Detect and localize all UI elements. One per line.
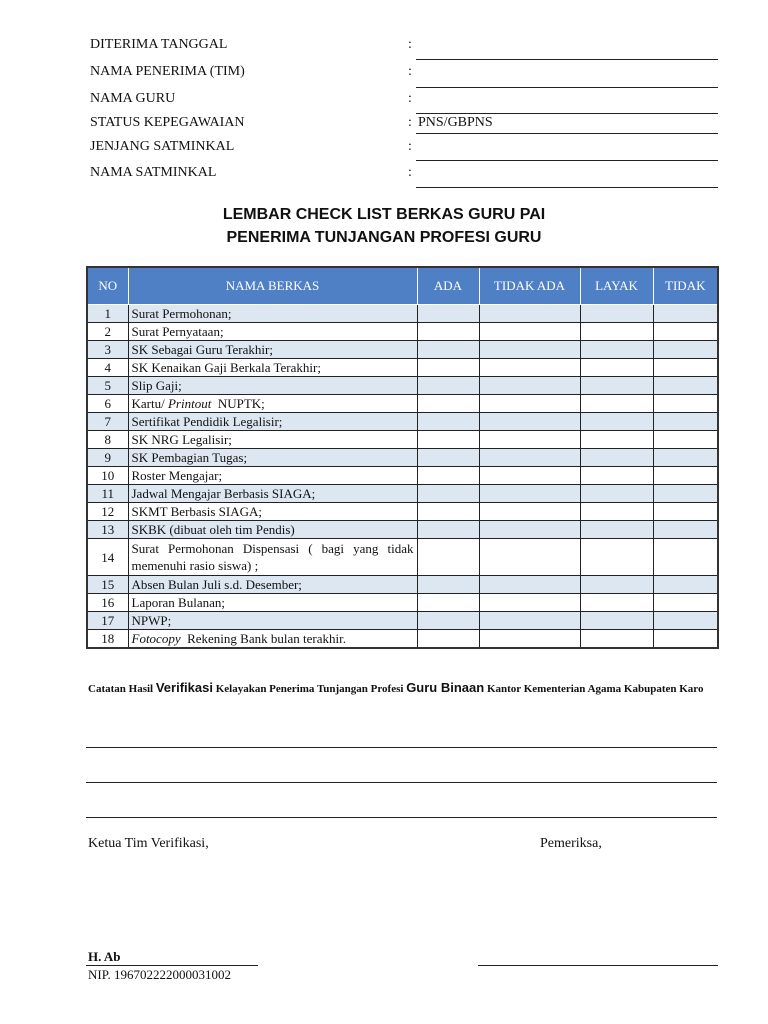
field-jenjang-satminkal xyxy=(0,139,768,161)
note-part: Kelayakan Penerima Tunjangan Profesi xyxy=(212,683,407,695)
check-tidak[interactable] xyxy=(653,449,718,467)
table-row xyxy=(87,539,718,576)
check-ada[interactable] xyxy=(417,431,479,449)
field-nama-satminkal xyxy=(0,165,768,187)
row-number: 13 xyxy=(87,521,128,539)
check-layak[interactable] xyxy=(580,449,653,467)
field-label: NAMA GURU xyxy=(90,91,176,106)
row-document-name: Surat Permohonan Dispensasi ( bagi yang tidak memenuhi rasio siswa) ; xyxy=(128,539,417,576)
row-document-name: NPWP; xyxy=(128,612,417,630)
check-layak[interactable] xyxy=(580,395,653,413)
check-tidak-ada[interactable] xyxy=(479,431,580,449)
row-number: 11 xyxy=(87,485,128,503)
check-ada[interactable] xyxy=(417,576,479,594)
check-tidak[interactable] xyxy=(653,341,718,359)
signature-left-line xyxy=(86,965,258,966)
check-tidak[interactable] xyxy=(653,594,718,612)
row-document-name: SK Sebagai Guru Terakhir; xyxy=(128,341,417,359)
name-suffix: NUPTK; xyxy=(211,396,265,411)
check-tidak-ada[interactable] xyxy=(479,594,580,612)
signature-right-title: Pemeriksa, xyxy=(540,836,602,851)
row-number: 18 xyxy=(87,630,128,649)
header-layak: LAYAK xyxy=(580,267,653,305)
check-layak[interactable] xyxy=(580,323,653,341)
check-tidak[interactable] xyxy=(653,539,718,576)
note-part: Guru Binaan xyxy=(406,680,485,695)
row-document-name: SK Kenaikan Gaji Berkala Terakhir; xyxy=(128,359,417,377)
field-label: NAMA PENERIMA (TIM) xyxy=(90,64,245,79)
check-tidak-ada[interactable] xyxy=(479,377,580,395)
field-nama-penerima xyxy=(0,64,768,86)
field-colon: : xyxy=(408,165,412,180)
row-number: 9 xyxy=(87,449,128,467)
row-document-name: Roster Mengajar; xyxy=(128,467,417,485)
note-line[interactable] xyxy=(86,817,717,818)
row-document-name: SKBK (dibuat oleh tim Pendis) xyxy=(128,521,417,539)
row-document-name: SK NRG Legalisir; xyxy=(128,431,417,449)
check-layak[interactable] xyxy=(580,521,653,539)
name-italic: Printout xyxy=(167,396,212,411)
field-underline xyxy=(416,87,718,88)
check-tidak-ada[interactable] xyxy=(479,630,580,649)
field-underline xyxy=(416,160,718,161)
row-document-name xyxy=(128,630,417,649)
field-underline xyxy=(416,133,718,134)
row-number: 12 xyxy=(87,503,128,521)
signature-right-line[interactable] xyxy=(478,965,718,966)
check-layak[interactable] xyxy=(580,539,653,576)
check-layak[interactable] xyxy=(580,413,653,431)
check-ada[interactable] xyxy=(417,413,479,431)
signature-left-title: Ketua Tim Verifikasi, xyxy=(88,836,209,851)
row-document-name: Surat Pernyataan; xyxy=(128,323,417,341)
field-colon: : xyxy=(408,64,412,79)
row-number: 15 xyxy=(87,576,128,594)
signature-left-nip: NIP. 196702222000031002 xyxy=(88,967,232,982)
note-part: Catatan Hasil xyxy=(88,683,156,695)
name-suffix: Rekening Bank bulan terakhir. xyxy=(180,631,346,646)
field-label: DITERIMA TANGGAL xyxy=(90,37,228,52)
check-layak[interactable] xyxy=(580,377,653,395)
header-tidak-ada: TIDAK ADA xyxy=(479,267,580,305)
row-number: 4 xyxy=(87,359,128,377)
document-title-line1: LEMBAR CHECK LIST BERKAS GURU PAI xyxy=(222,206,546,223)
row-document-name: Surat Permohonan; xyxy=(128,305,417,323)
check-ada[interactable] xyxy=(417,395,479,413)
check-layak[interactable] xyxy=(580,431,653,449)
check-tidak-ada[interactable] xyxy=(479,467,580,485)
checklist-table xyxy=(86,266,719,649)
check-tidak[interactable] xyxy=(653,431,718,449)
note-line[interactable] xyxy=(86,747,717,748)
check-tidak[interactable] xyxy=(653,467,718,485)
row-number: 5 xyxy=(87,377,128,395)
header-tidak: TIDAK xyxy=(653,267,718,305)
row-number: 7 xyxy=(87,413,128,431)
note-part: Kantor Kementerian Agama Kabupaten Karo xyxy=(484,683,704,695)
check-tidak-ada[interactable] xyxy=(479,323,580,341)
field-diterima-tanggal xyxy=(0,37,768,59)
row-document-name: Sertifikat Pendidik Legalisir; xyxy=(128,413,417,431)
table-row xyxy=(87,413,718,431)
check-tidak-ada[interactable] xyxy=(479,612,580,630)
check-tidak-ada[interactable] xyxy=(479,395,580,413)
table-row xyxy=(87,395,718,413)
row-number: 3 xyxy=(87,341,128,359)
check-ada[interactable] xyxy=(417,594,479,612)
row-number: 1 xyxy=(87,305,128,323)
check-tidak[interactable] xyxy=(653,503,718,521)
check-tidak-ada[interactable] xyxy=(479,305,580,323)
row-number: 10 xyxy=(87,467,128,485)
table-row xyxy=(87,521,718,539)
check-tidak-ada[interactable] xyxy=(479,503,580,521)
check-tidak[interactable] xyxy=(653,630,718,649)
row-number: 2 xyxy=(87,323,128,341)
row-document-name: Laporan Bulanan; xyxy=(128,594,417,612)
field-underline xyxy=(416,59,718,60)
field-colon: : xyxy=(408,115,412,130)
check-tidak[interactable] xyxy=(653,521,718,539)
check-tidak[interactable] xyxy=(653,395,718,413)
table-row xyxy=(87,467,718,485)
row-number: 14 xyxy=(87,539,128,576)
table-row xyxy=(87,359,718,377)
check-layak[interactable] xyxy=(580,576,653,594)
check-ada[interactable] xyxy=(417,630,479,649)
verification-note xyxy=(88,680,728,697)
check-tidak[interactable] xyxy=(653,485,718,503)
check-layak[interactable] xyxy=(580,503,653,521)
check-ada[interactable] xyxy=(417,323,479,341)
check-tidak-ada[interactable] xyxy=(479,359,580,377)
table-row xyxy=(87,449,718,467)
check-layak[interactable] xyxy=(580,341,653,359)
check-layak[interactable] xyxy=(580,467,653,485)
table-row xyxy=(87,377,718,395)
header-no: NO xyxy=(87,267,128,305)
table-row xyxy=(87,485,718,503)
check-layak[interactable] xyxy=(580,305,653,323)
check-tidak-ada[interactable] xyxy=(479,413,580,431)
table-row xyxy=(87,503,718,521)
table-row xyxy=(87,323,718,341)
row-number: 16 xyxy=(87,594,128,612)
check-tidak[interactable] xyxy=(653,377,718,395)
field-label: STATUS KEPEGAWAIAN xyxy=(90,115,245,130)
field-underline xyxy=(416,187,718,188)
table-row xyxy=(87,594,718,612)
check-tidak[interactable] xyxy=(653,413,718,431)
field-label: JENJANG SATMINKAL xyxy=(90,139,235,154)
table-row xyxy=(87,341,718,359)
row-number: 8 xyxy=(87,431,128,449)
check-ada[interactable] xyxy=(417,359,479,377)
check-ada[interactable] xyxy=(417,341,479,359)
check-ada[interactable] xyxy=(417,612,479,630)
name-italic: Fotocopy xyxy=(131,631,181,646)
check-ada[interactable] xyxy=(417,485,479,503)
field-nama-guru xyxy=(0,91,768,113)
check-ada[interactable] xyxy=(417,377,479,395)
table-row xyxy=(87,630,718,649)
row-document-name: SKMT Berbasis SIAGA; xyxy=(128,503,417,521)
check-tidak[interactable] xyxy=(653,612,718,630)
check-tidak[interactable] xyxy=(653,323,718,341)
check-ada[interactable] xyxy=(417,539,479,576)
field-colon: : xyxy=(408,91,412,106)
table-row xyxy=(87,431,718,449)
check-ada[interactable] xyxy=(417,467,479,485)
field-colon: : xyxy=(408,37,412,52)
check-ada[interactable] xyxy=(417,521,479,539)
check-ada[interactable] xyxy=(417,449,479,467)
check-tidak-ada[interactable] xyxy=(479,539,580,576)
field-underline xyxy=(416,113,718,114)
check-tidak[interactable] xyxy=(653,305,718,323)
table-header-row xyxy=(87,267,718,305)
field-value[interactable]: PNS/GBPNS xyxy=(418,115,493,130)
row-document-name: Jadwal Mengajar Berbasis SIAGA; xyxy=(128,485,417,503)
field-colon: : xyxy=(408,139,412,154)
check-layak[interactable] xyxy=(580,485,653,503)
table-row xyxy=(87,305,718,323)
row-document-name: Absen Bulan Juli s.d. Desember; xyxy=(128,576,417,594)
document-title-line2: PENERIMA TUNJANGAN PROFESI GURU xyxy=(226,229,542,246)
signature-left-name: H. Ab xyxy=(88,949,121,964)
check-layak[interactable] xyxy=(580,630,653,649)
table-row xyxy=(87,612,718,630)
check-layak[interactable] xyxy=(580,359,653,377)
check-tidak[interactable] xyxy=(653,576,718,594)
row-document-name: Slip Gaji; xyxy=(128,377,417,395)
name-prefix: Kartu/ xyxy=(131,396,168,411)
check-ada[interactable] xyxy=(417,503,479,521)
check-ada[interactable] xyxy=(417,305,479,323)
header-ada: ADA xyxy=(417,267,479,305)
check-tidak-ada[interactable] xyxy=(479,521,580,539)
check-tidak-ada[interactable] xyxy=(479,341,580,359)
table-row xyxy=(87,576,718,594)
note-line[interactable] xyxy=(86,782,717,783)
check-layak[interactable] xyxy=(580,594,653,612)
check-tidak-ada[interactable] xyxy=(479,576,580,594)
row-number: 6 xyxy=(87,395,128,413)
row-number: 17 xyxy=(87,612,128,630)
check-tidak[interactable] xyxy=(653,359,718,377)
check-tidak-ada[interactable] xyxy=(479,449,580,467)
check-tidak-ada[interactable] xyxy=(479,485,580,503)
row-document-name: SK Pembagian Tugas; xyxy=(128,449,417,467)
field-label: NAMA SATMINKAL xyxy=(90,165,217,180)
row-document-name xyxy=(128,395,417,413)
header-nama-berkas: NAMA BERKAS xyxy=(128,267,417,305)
check-layak[interactable] xyxy=(580,612,653,630)
note-part: Verifikasi xyxy=(155,680,213,695)
